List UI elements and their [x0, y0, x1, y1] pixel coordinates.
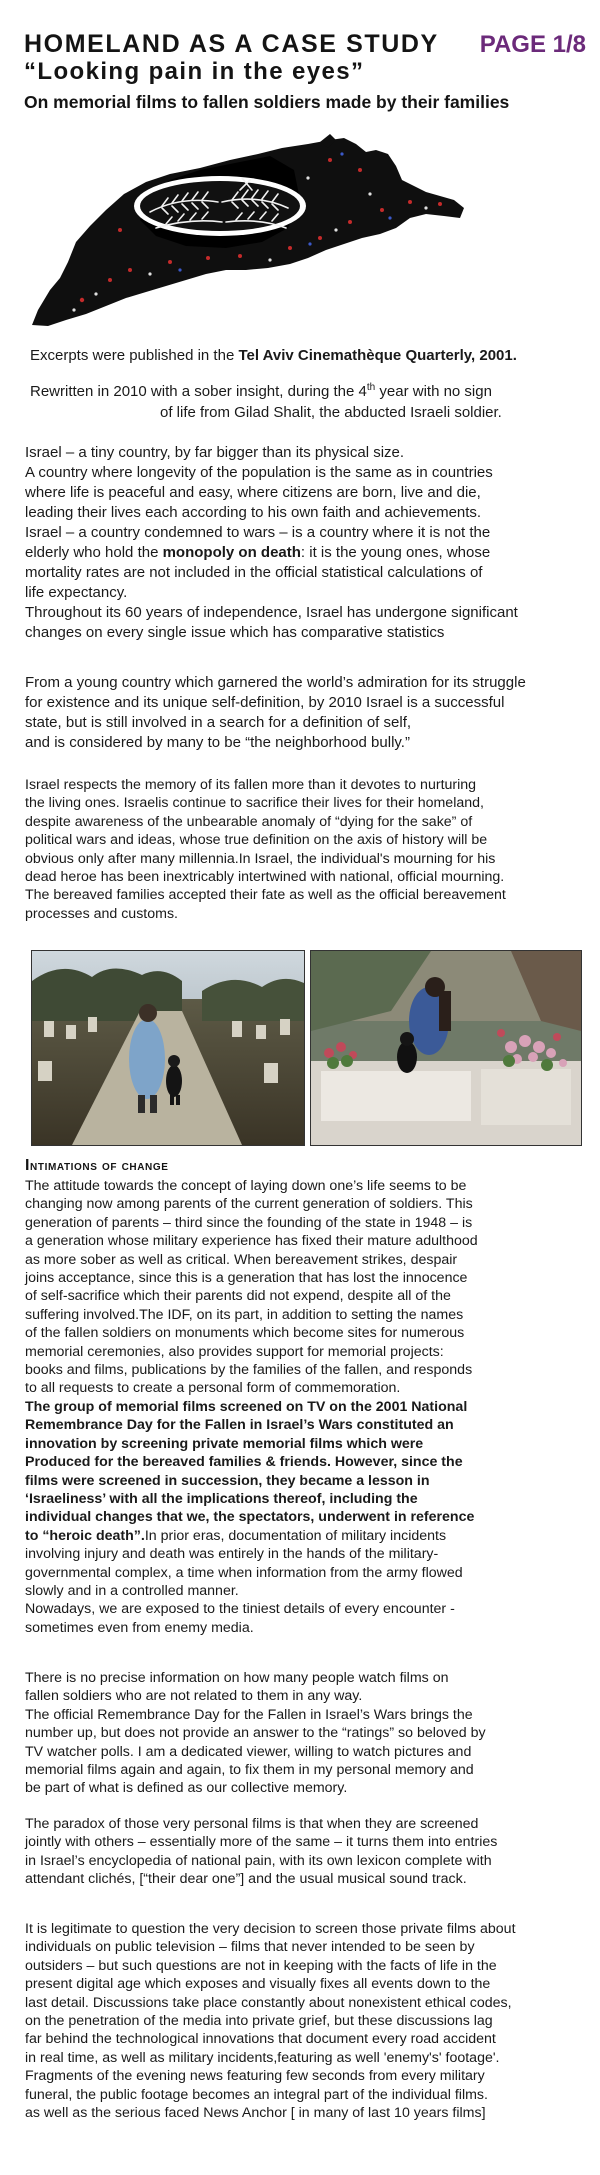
paragraph-viewer-ratings	[25, 1669, 585, 1798]
excerpt-source: Tel Aviv Cinemathèque Quarterly, 2001.	[238, 347, 517, 364]
text-line: for existence and its unique self-definition, by 2010 Israel is a successful	[25, 694, 505, 711]
rewrite-line1-pre: Rewritten in 2010 with a sober insight, during the 4	[30, 383, 367, 400]
heading-initial: I	[25, 1157, 31, 1174]
text-line: on the penetration of the media into private grief, but these discussions lag	[25, 2013, 493, 2030]
text-line: in real time, as well as military incidents,featuring as well 'enemy's' footage'.	[25, 2049, 500, 2066]
text-line: attendant clichés, [“their dear one”] and the usual musical sound track.	[25, 1871, 467, 1888]
document-subtitle: “Looking pain in the eyes”	[24, 58, 365, 85]
paragraph-intimations-of-change	[25, 1177, 585, 1637]
document-title: HOMELAND AS A CASE STUDY	[24, 30, 439, 58]
text-line: Fragments of the evening news featuring few seconds from every military	[25, 2068, 485, 2085]
text-line: involving injury and death was entirely in the hands of the military-	[25, 1546, 439, 1563]
text-line: Israel – a tiny country, by far bigger than its physical size.	[25, 444, 405, 461]
text-line: The attitude towards the concept of laying down one’s life seems to be	[25, 1178, 467, 1194]
text-line: Israel – a country condemned to wars – is a country where it is not the	[25, 524, 491, 541]
text-line: TV watcher polls. I am a dedicated viewer, willing to watch pictures and	[25, 1743, 472, 1760]
text-line-bold: films were screened in succession, they became a lesson in	[25, 1472, 430, 1489]
text-line: and is considered by many to be “the neighborhood bully.”	[25, 734, 410, 751]
cemetery-path-photo	[31, 950, 305, 1146]
text-fragment: : it is the young ones, whose	[300, 544, 491, 561]
text-fragment: elderly who hold the	[25, 544, 163, 561]
text-line: sometimes even from enemy media.	[25, 1619, 254, 1636]
paragraph-paradox	[25, 1815, 585, 1889]
text-line: changes on every single issue which has comparative statistics	[25, 624, 445, 641]
text-line: individuals on public television – films that never intended to be seen by	[25, 1939, 475, 1956]
grave-mourning-photo	[310, 950, 582, 1146]
text-fragment: In prior eras, documentation of military incidents	[144, 1527, 447, 1544]
rewrite-note-line2: of life from Gilad Shalit, the abducted Israeli soldier.	[160, 404, 502, 421]
text-line: processes and customs.	[25, 905, 178, 922]
text-line: A country where longevity of the population is the same as in countries	[25, 464, 493, 481]
text-bold-fragment: monopoly on death	[162, 544, 301, 561]
text-line-bold: innovation by screening private memorial films which were	[25, 1435, 424, 1452]
rewrite-note-line1	[30, 378, 590, 402]
text-line: present digital age which exposes and visually fixes all events down to the	[25, 1976, 491, 1993]
paragraph-respects-memory	[25, 776, 585, 923]
text-line: memorial films again and again, to fix them in my personal memory and	[25, 1762, 474, 1779]
text-line: in Israel’s encyclopedia of national pain, with its own lexicon complete with	[25, 1852, 492, 1869]
text-line: political wars and ideas, whose true definition on the axis of history will be	[25, 832, 488, 849]
text-line: of the fallen soldiers on monuments which become sites for numerous	[25, 1325, 465, 1342]
paragraph-young-country	[25, 673, 585, 753]
text-line: slowly and in a controlled manner.	[25, 1582, 239, 1599]
page-number-label: PAGE 1/8	[479, 31, 586, 58]
text-line: as more sober as well as critical. When bereavement strikes, despair	[25, 1251, 458, 1268]
text-line-bold: Remembrance Day for the Fallen in Israel’s Wars constituted an	[25, 1417, 454, 1434]
text-line: Israel respects the memory of its fallen more than it devotes to nurturing	[25, 777, 477, 793]
text-bold-fragment: to “heroic death”.	[25, 1527, 145, 1544]
text-line: It is legitimate to question the very decision to screen those private films about	[25, 1921, 516, 1937]
text-line: number up, but does not provide an answer to the “ratings” so beloved by	[25, 1725, 486, 1742]
text-line: last detail. Discussions take place constantly about nonexistent ethical codes,	[25, 1994, 512, 2011]
text-line: mortality rates are not included in the official statistical calculations of	[25, 564, 483, 581]
text-line: be part of what is defined as our collective memory.	[25, 1780, 348, 1797]
text-line: a generation whose military experience has fixed their mature adulthood	[25, 1233, 478, 1250]
text-line: funeral, the public footage becomes an integral part of the individual films.	[25, 2086, 488, 2103]
text-line: despite awareness of the unbearable anomaly of “dying for the sake” of	[25, 813, 473, 830]
text-line: The official Remembrance Day for the Fallen in Israel’s Wars brings the	[25, 1706, 473, 1723]
text-line: outsiders – but such questions are not in keeping with the facts of life in the	[25, 1957, 497, 1974]
text-line-bold: The group of memorial films screened on TV on the 2001 National	[25, 1398, 468, 1415]
excerpt-prefix: Excerpts were published in the	[30, 347, 239, 364]
text-line: The bereaved families accepted their fate as well as the official bereavement	[25, 887, 506, 904]
paragraph-legitimate-question	[25, 1920, 590, 2122]
text-line	[25, 543, 585, 563]
document-subheading: On memorial films to fallen soldiers made by their families	[24, 92, 510, 112]
text-line: changing now among parents of the current generation of soldiers. This	[25, 1196, 473, 1213]
text-line-bold: Produced for the bereaved families & friends. However, since the	[25, 1454, 463, 1471]
text-line: as well as the serious faced News Anchor [ in many of last 10 years films]	[25, 2105, 486, 2122]
text-line: obvious only after many millennia.In Israel, the individual's mourning for his	[25, 850, 496, 867]
text-line: leading their lives each according to his own faith and achievements.	[25, 504, 482, 521]
text-line: Throughout its 60 years of independence, Israel has undergone significant	[25, 604, 518, 621]
text-line: where life is peaceful and easy, where citizens are born, live and die,	[25, 484, 481, 501]
excerpt-note	[30, 346, 590, 366]
text-line: to all requests to create a personal form of commemoration.	[25, 1380, 401, 1397]
text-line: From a young country which garnered the world’s admiration for its struggle	[25, 674, 526, 691]
paragraph-israel-tiny-country	[25, 443, 585, 643]
text-line: life expectancy.	[25, 584, 128, 601]
text-line: dead heroe has been inextricably intertwined with national, official mourning.	[25, 869, 505, 886]
text-line: suffering involved.The IDF, on its part, in addition to setting the names	[25, 1306, 464, 1323]
text-line: of self-sacrifice which their parents did not expend, despite all of the	[25, 1288, 451, 1305]
text-line: fallen soldiers who are not related to them in any way.	[25, 1688, 363, 1705]
text-line: generation of parents – third since the founding of the state in 1948 – is	[25, 1214, 473, 1231]
text-line: There is no precise information on how many people watch films on	[25, 1670, 449, 1686]
text-line: jointly with others – essentially more of the same – it turns them into entries	[25, 1834, 498, 1851]
text-line: books and films, publications by the families of the fallen, and responds	[25, 1362, 473, 1379]
heading-rest: ntimations of change	[30, 1157, 169, 1173]
text-line: Nowadays, we are exposed to the tiniest details of every encounter -	[25, 1601, 455, 1618]
rewrite-line1-post: year with no sign	[375, 383, 492, 400]
text-line: governmental complex, a time when information from the army flowed	[25, 1564, 463, 1581]
text-line: joins acceptance, since this is a generation that has lost the innocence	[25, 1270, 468, 1287]
text-line-bold: ‘Israeliness’ with all the implications thereof, including the	[25, 1490, 418, 1507]
text-line-bold: individual changes that we, the spectators, underwent in reference	[25, 1509, 475, 1526]
text-line: far behind the technological innovations that document every road accident	[25, 2031, 496, 2048]
text-line: the living ones. Israelis continue to sacrifice their lives for their homeland,	[25, 795, 484, 812]
rewrite-sup: th	[366, 382, 376, 393]
israel-map-emblem-icon	[30, 130, 470, 330]
text-line: The paradox of those very personal films is that when they are screened	[25, 1816, 479, 1832]
section-heading-intimations	[25, 1157, 169, 1175]
text-line	[25, 1527, 585, 1545]
text-line: memorial ceremonies, also provides support for memorial projects:	[25, 1343, 444, 1360]
text-line: state, but is still involved in a search for a definition of self,	[25, 714, 412, 731]
